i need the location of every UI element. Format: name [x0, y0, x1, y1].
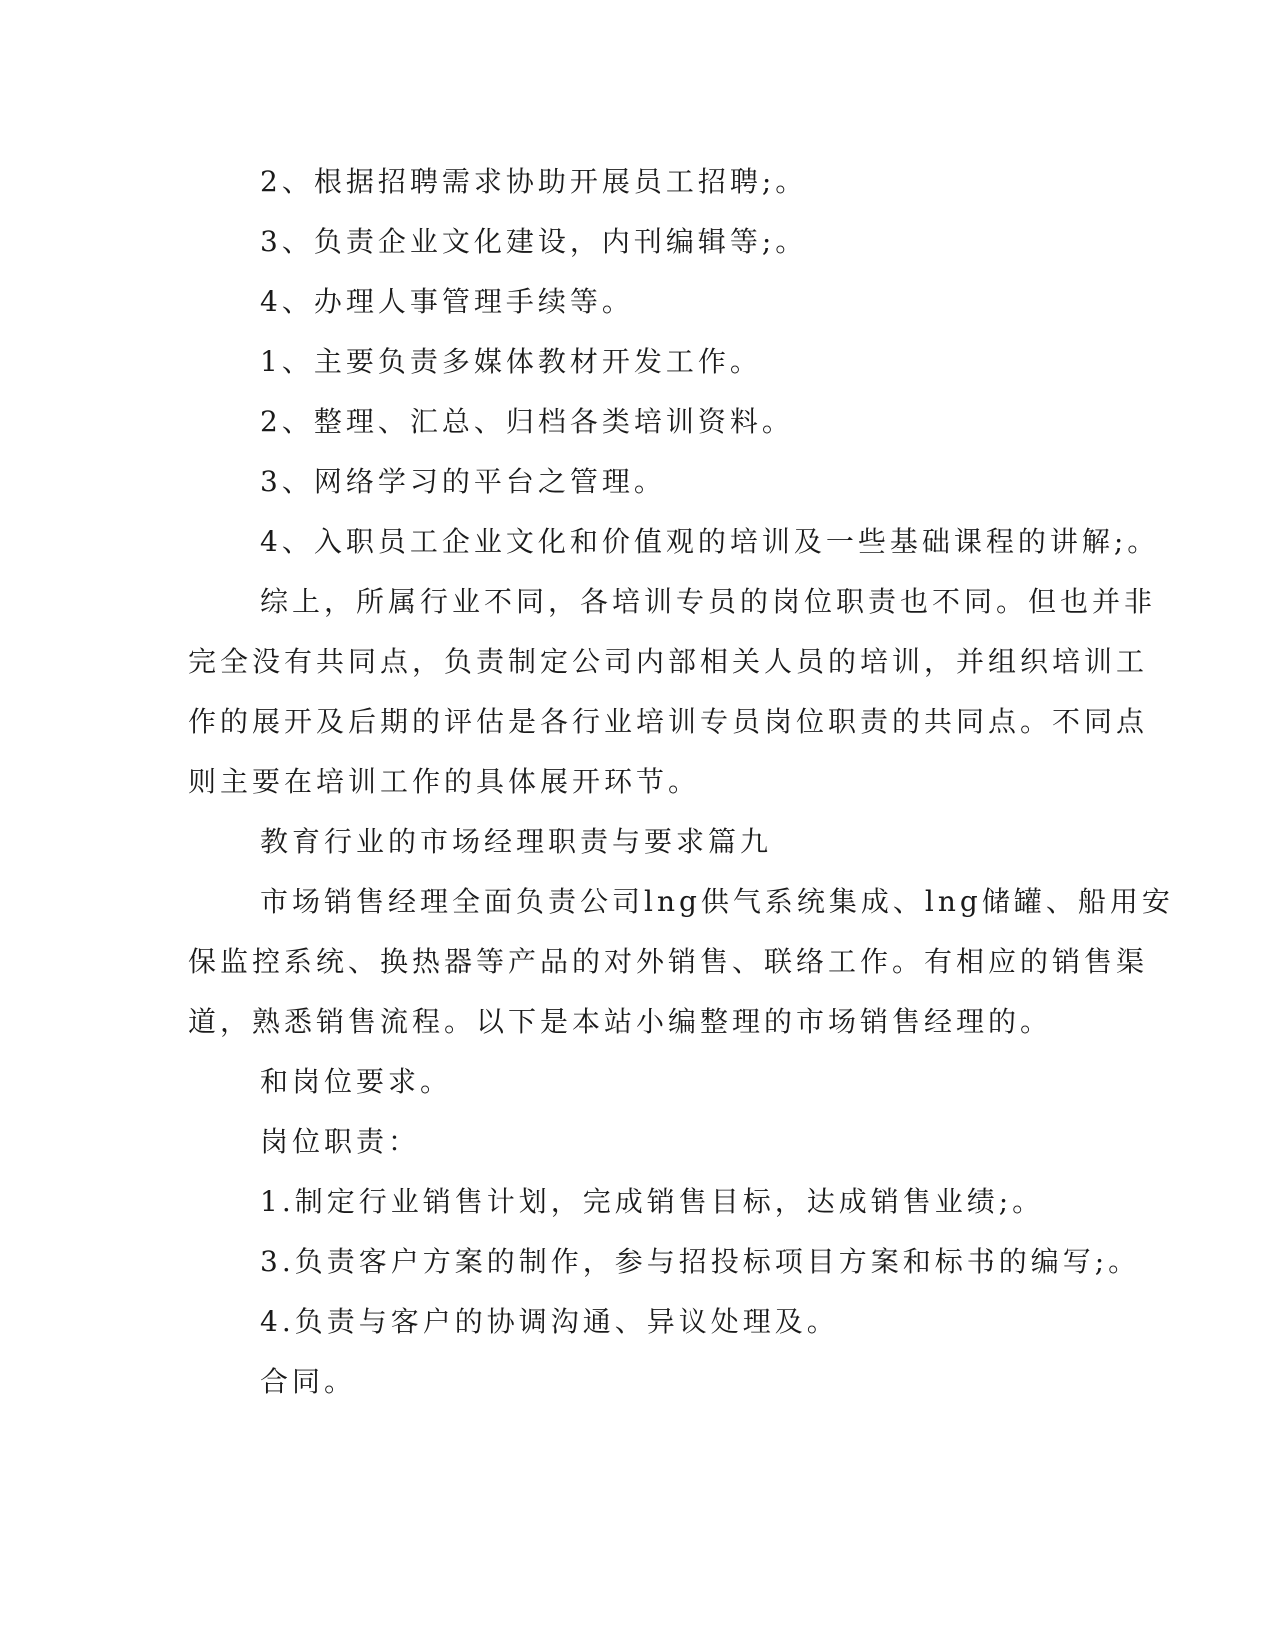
document-body: [188, 152, 1174, 1412]
paragraph-line: 市场销售经理全面负责公司lng供气系统集成、lng储罐、船用安: [260, 885, 1174, 918]
section-heading: 教育行业的市场经理职责与要求篇九: [260, 825, 773, 858]
paragraph-line: 综上，所属行业不同，各培训专员的岗位职责也不同。但也并非: [260, 585, 1157, 618]
paragraph-line: 道，熟悉销售流程。以下是本站小编整理的市场销售经理的。: [188, 1005, 1053, 1038]
paragraph-line: 保监控系统、换热器等产品的对外销售、联络工作。有相应的销售渠: [188, 945, 1149, 978]
subheading: 岗位职责：: [260, 1125, 421, 1158]
list-item: 3、网络学习的平台之管理。: [260, 465, 666, 498]
list-item: 3.负责客户方案的制作，参与招投标项目方案和标书的编写;。: [260, 1245, 1141, 1278]
paragraph-line: 作的展开及后期的评估是各行业培训专员岗位职责的共同点。不同点: [188, 705, 1149, 738]
paragraph-line: 则主要在培训工作的具体展开环节。: [188, 765, 701, 798]
list-item: 3、负责企业文化建设，内刊编辑等;。: [260, 225, 808, 258]
list-item: 2、根据招聘需求协助开展员工招聘;。: [260, 165, 808, 198]
list-item: 1、主要负责多媒体教材开发工作。: [260, 345, 762, 378]
list-item: 4.负责与客户的协调沟通、异议处理及。: [260, 1305, 839, 1338]
list-item: 4、入职员工企业文化和价值观的培训及一些基础课程的讲解;。: [260, 525, 1160, 558]
list-item: 1.制定行业销售计划，完成销售目标，达成销售业绩;。: [260, 1185, 1045, 1218]
list-item: 2、整理、汇总、归档各类培训资料。: [260, 405, 794, 438]
list-item: 4、办理人事管理手续等。: [260, 285, 634, 318]
paragraph-line: 和岗位要求。: [260, 1065, 453, 1098]
paragraph-line: 完全没有共同点，负责制定公司内部相关人员的培训，并组织培训工: [188, 645, 1149, 678]
paragraph-line: 合同。: [260, 1365, 357, 1398]
